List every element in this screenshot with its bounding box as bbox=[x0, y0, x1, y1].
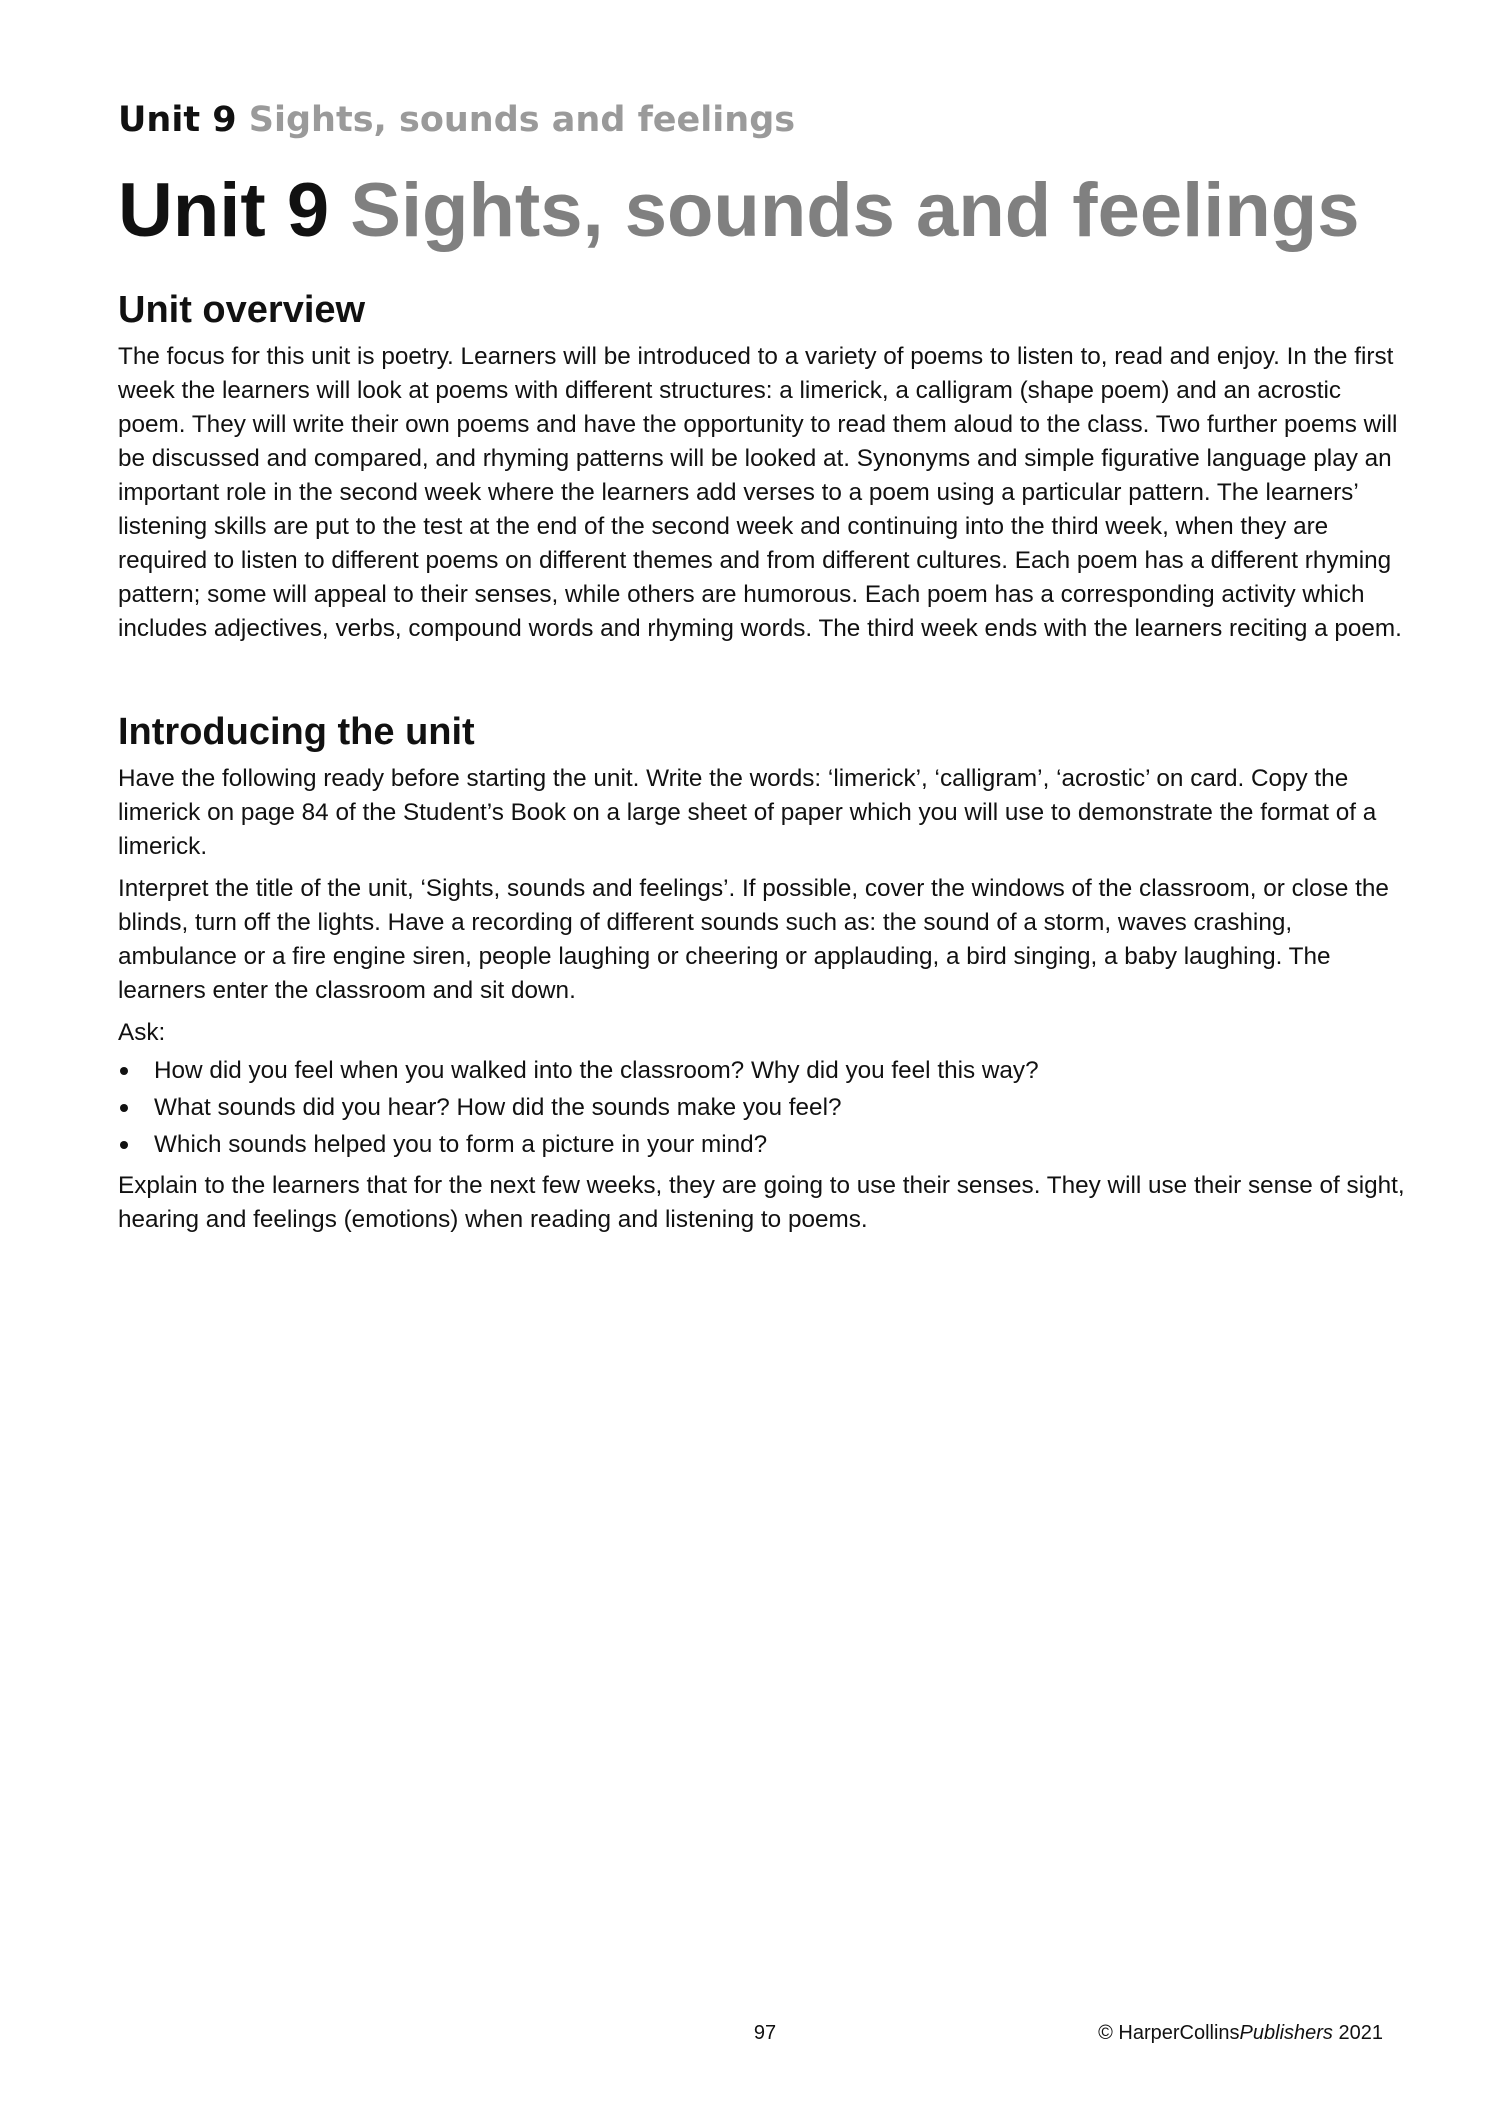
question-text: Which sounds helped you to form a picture in your mind? bbox=[154, 1131, 768, 1158]
question-text: What sounds did you hear? How did the sounds make you feel? bbox=[154, 1094, 842, 1121]
question-text: How did you feel when you walked into the classroom? Why did you feel this way? bbox=[154, 1057, 1039, 1084]
question-item bbox=[118, 1126, 1408, 1163]
ask-label: Ask: bbox=[118, 1019, 166, 1046]
bullet-icon bbox=[120, 1067, 128, 1075]
running-header bbox=[118, 96, 1408, 144]
page-content bbox=[118, 96, 1408, 1233]
copyright-notice bbox=[1098, 2018, 1383, 2048]
title-unit-number: Unit 9 bbox=[118, 168, 330, 253]
introducing-paragraph-2: Interpret the title of the unit, ‘Sights, sounds and feelings’. If possible, cover the windows of the classroom, or close the blinds, turn off the lights. Have a recording of different sounds such as: the sound of a storm, waves crashing, ambulance or a fire engine siren, people laughing or cheering or applauding, a bird singing, a baby laughing. The learners enter the classroom and sit down. bbox=[118, 875, 1389, 1004]
introducing-paragraph-3: Explain to the learners that for the next few weeks, they are going to use their senses. They will use their sense of sight, hearing and feelings (emotions) when reading and listening to poems. bbox=[118, 1172, 1405, 1233]
running-header-unit-name: Sights, sounds and feelings bbox=[248, 100, 796, 140]
copyright-year: 2021 bbox=[1332, 2022, 1383, 2044]
page-footer bbox=[0, 2018, 1500, 2048]
running-header-unit-number: Unit 9 bbox=[118, 100, 237, 140]
title-unit-name: Sights, sounds and feelings bbox=[350, 168, 1360, 253]
introducing-unit-section bbox=[118, 708, 1408, 1237]
copyright-prefix: © HarperCollins bbox=[1098, 2022, 1240, 2044]
introducing-paragraph-1: Have the following ready before starting the unit. Write the words: ‘limerick’, ‘calligram’, ‘acrostic’ on card. Copy the limerick on page 84 of the Student’s Book on a large sheet of paper which you will use to demonstrate the format of a limerick. bbox=[118, 765, 1377, 860]
question-item bbox=[118, 1089, 1408, 1126]
question-list bbox=[118, 1052, 1408, 1163]
page-title bbox=[118, 166, 1359, 256]
unit-overview-section bbox=[118, 286, 1408, 646]
unit-overview-heading: Unit overview bbox=[118, 289, 366, 331]
introducing-unit-heading: Introducing the unit bbox=[118, 711, 475, 753]
bullet-icon bbox=[120, 1141, 128, 1149]
unit-overview-paragraph: The focus for this unit is poetry. Learners will be introduced to a variety of poems to listen to, read and enjoy. In the first week the learners will look at poems with different structures: a limerick, a calligram (shape poem) and an acrostic poem. They will write their own poems and have the opportunity to read them aloud to the class. Two further poems will be discussed and compared, and rhyming patterns will be looked at. Synonyms and simple figurative language play an important role in the second week where the learners add verses to a poem using a particular pattern. The learners’ listening skills are put to the test at the end of the second week and continuing into the third week, when they are required to listen to different poems on different themes and from different cultures. Each poem has a different rhyming pattern; some will appeal to their senses, while others are humorous. Each poem has a corresponding activity which includes adjectives, verbs, compound words and rhyming words. The third week ends with the learners reciting a poem. bbox=[118, 343, 1402, 642]
page-number: 97 bbox=[753, 2022, 777, 2044]
bullet-icon bbox=[120, 1104, 128, 1112]
question-item bbox=[118, 1052, 1408, 1089]
copyright-italic: Publishers bbox=[1239, 2022, 1333, 2044]
